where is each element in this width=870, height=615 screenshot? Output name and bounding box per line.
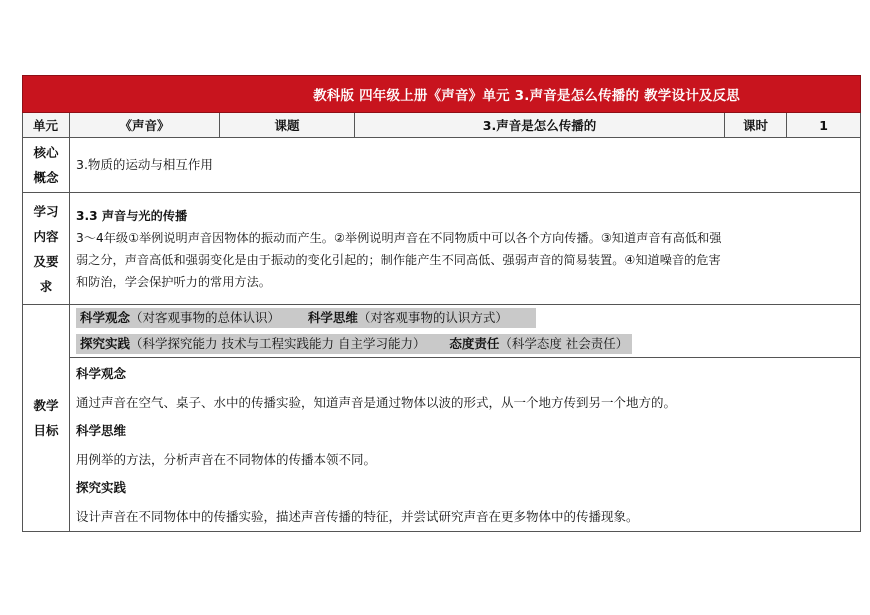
goal-heading-concept: 科学观念 <box>76 366 127 381</box>
learning-content-body <box>70 193 861 305</box>
literacy-line-1: 科学观念（对客观事物的总体认识） 科学思维（对客观事物的认识方式） <box>76 308 536 328</box>
lesson-plan-table <box>22 75 861 532</box>
learning-content-line-1: 3～4年级①举例说明声音因物体的振动而产生。②举例说明声音在不同物质中可以各个方向传播。③知道声音有高低和强 <box>76 230 722 245</box>
unit-value: 《声音》 <box>70 113 220 138</box>
title-row <box>23 76 861 113</box>
core-concept-text: 3.物质的运动与相互作用 <box>70 138 861 193</box>
title-text: 教科版 四年级上册《声音》单元 3.声音是怎么传播的 教学设计及反思 <box>313 88 740 104</box>
core-concept-row <box>23 138 861 193</box>
goal-text-practice: 设计声音在不同物体中的传播实验，描述声音传播的特征，并尝试研究声音在更多物体中的传播现象。 <box>76 508 639 524</box>
topic-label: 课题 <box>220 113 355 138</box>
goal-heading-practice: 探究实践 <box>76 480 127 495</box>
goal-heading-thinking: 科学思维 <box>76 423 127 438</box>
period-label: 课时 <box>725 113 787 138</box>
literacy-line-2: 探究实践（科学探究能力 技术与工程实践能力 自主学习能力） 态度责任（科学态度 社会责任） <box>76 334 632 354</box>
goals-row <box>23 305 861 532</box>
learning-content-row <box>23 193 861 305</box>
goal-sections <box>70 357 860 531</box>
goal-text-thinking: 用例举的方法，分析声音在不同物体的传播本领不同。 <box>76 451 377 467</box>
goals-body <box>70 305 861 532</box>
document-title <box>23 76 861 113</box>
unit-label: 单元 <box>23 113 70 138</box>
learning-content-label: 学习 内容 及要 求 <box>23 193 70 305</box>
learning-content-heading: 3.3 声音与光的传播 <box>76 208 188 223</box>
goals-label: 教学 目标 <box>23 305 70 532</box>
lesson-plan-document <box>22 75 860 532</box>
learning-content-line-2: 弱之分，声音高低和强弱变化是由于振动的变化引起的；制作能产生不同高低、强弱声音的简易装置。④知道噪音的危害 <box>76 252 721 267</box>
literacy-lines <box>70 305 860 357</box>
period-value: 1 <box>787 113 861 138</box>
topic-value: 3.声音是怎么传播的 <box>355 113 725 138</box>
learning-content-line-3: 和防治，学会保护听力的常用方法。 <box>76 274 271 289</box>
header-row <box>23 113 861 138</box>
core-concept-label: 核心 概念 <box>23 138 70 193</box>
goal-text-concept: 通过声音在空气、桌子、水中的传播实验，知道声音是通过物体以波的形式，从一个地方传到另一个地方的。 <box>76 394 677 410</box>
